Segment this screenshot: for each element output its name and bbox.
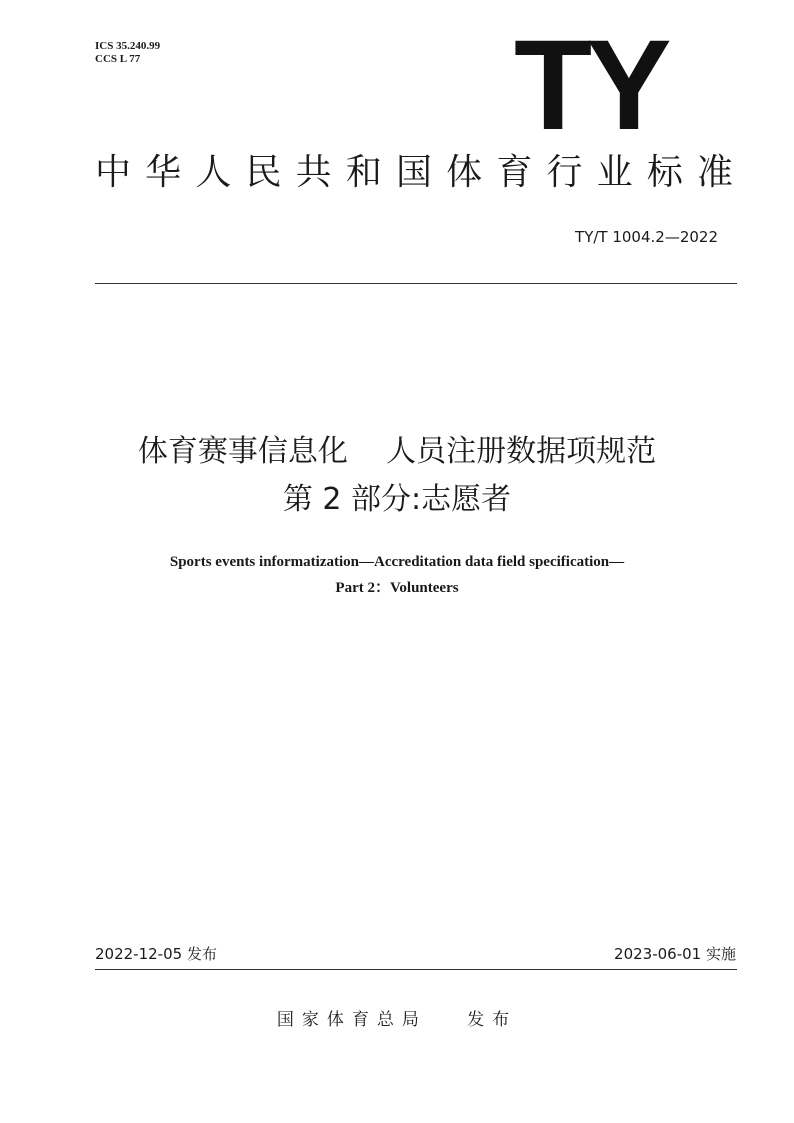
standard-category-title: 中华人民共和国体育行业标准 — [95, 152, 735, 193]
title-chinese-line-2: 第 2 部分:志愿者 — [282, 482, 512, 517]
ics-code: ICS 35.240.99 — [95, 40, 161, 52]
implementation-date: 2023-06-01 实施 — [614, 945, 736, 963]
bottom-divider — [95, 969, 737, 970]
ccs-code: CCS L 77 — [95, 53, 141, 65]
publisher: 国家体育总局 发布 — [276, 1010, 518, 1030]
title-english-line-1: Sports events informatization—Accreditation data field specification— — [169, 554, 625, 570]
ty-logo: TY — [514, 14, 666, 157]
top-divider — [95, 283, 737, 284]
title-chinese-line-1: 体育赛事信息化 人员注册数据项规范 — [137, 434, 657, 469]
title-english-line-2: Part 2：Volunteers — [335, 580, 459, 596]
issue-date: 2022-12-05 发布 — [95, 945, 217, 963]
standard-number: TY/T 1004.2—2022 — [575, 228, 718, 246]
